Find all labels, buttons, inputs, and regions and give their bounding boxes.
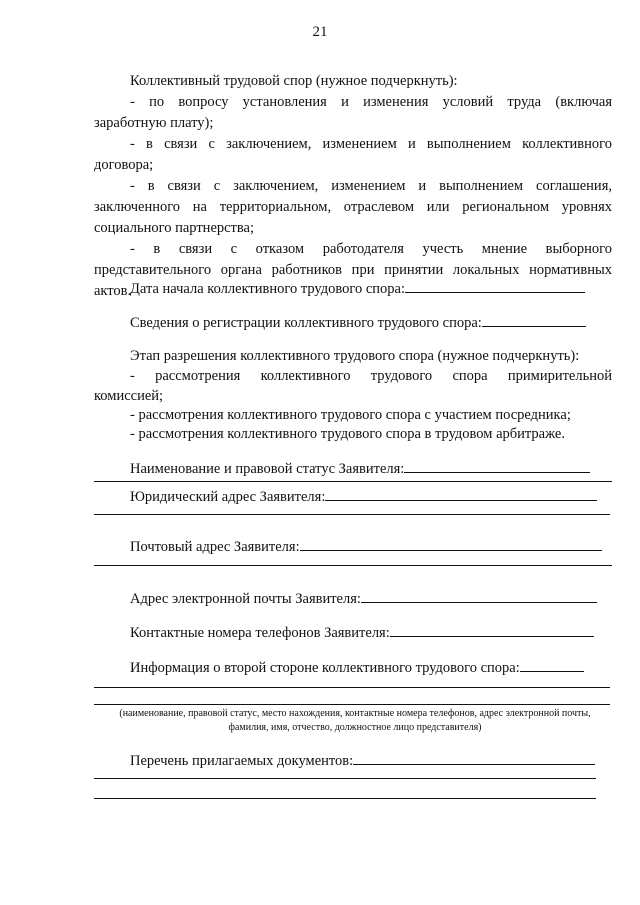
dispute-option-1: - по вопросу установления и изменения условий труда (включая	[130, 94, 612, 110]
email-field	[130, 588, 612, 610]
applicant-name-line-2[interactable]	[94, 481, 612, 482]
documents-label: Перечень прилагаемых документов:	[130, 753, 354, 769]
second-party-label: Информация о второй стороне коллективного трудового спора:	[130, 660, 520, 676]
page-number: 21	[312, 24, 328, 40]
documents-line-3[interactable]	[94, 798, 596, 799]
dispute-type-heading: Коллективный трудовой спор (нужное подчеркнуть):	[130, 73, 458, 89]
stage-option-1: - рассмотрения коллективного трудового спора примирительной	[130, 368, 612, 384]
applicant-name-label: Наименование и правовой статус Заявителя:	[130, 461, 405, 477]
phones-blank[interactable]	[390, 622, 594, 637]
postal-address-label: Почтовый адрес Заявителя:	[130, 539, 300, 555]
legal-address-label: Юридический адрес Заявителя:	[130, 489, 326, 505]
second-party-line-2[interactable]	[94, 687, 610, 688]
phones-field	[130, 622, 612, 644]
registration-blank[interactable]	[482, 312, 586, 327]
stage-option-2: - рассмотрения коллективного трудового спора с участием посредника;	[130, 407, 571, 423]
dispute-option-1-cont: заработную плату);	[94, 115, 214, 131]
documents-blank[interactable]	[353, 750, 595, 765]
registration-label: Сведения о регистрации коллективного трудового спора:	[130, 315, 482, 331]
second-party-line-3[interactable]	[94, 704, 610, 705]
registration-field	[130, 312, 612, 334]
dispute-option-4: - в связи с отказом работодателя учесть мнение выборного	[130, 241, 612, 257]
applicant-name-field	[130, 458, 612, 480]
dispute-option-4-cont2: актов.	[94, 283, 132, 299]
email-label: Адрес электронной почты Заявителя:	[130, 591, 361, 607]
dispute-option-3: - в связи с заключением, изменением и выполнением соглашения,	[130, 178, 612, 194]
second-party-field	[130, 657, 612, 679]
legal-address-blank[interactable]	[325, 486, 597, 501]
stage-heading: Этап разрешения коллективного трудового спора (нужное подчеркнуть):	[130, 348, 580, 364]
dispute-option-3-cont: заключенного на территориальном, отраслевом или региональном уровнях	[94, 199, 612, 215]
email-blank[interactable]	[361, 588, 597, 603]
start-date-blank[interactable]	[405, 278, 585, 293]
start-date-field	[130, 278, 612, 300]
second-party-note-1: (наименование, правовой статус, место нахождения, контактные номера телефонов, адрес электронной почты,	[119, 708, 591, 719]
stage-option-3: - рассмотрения коллективного трудового спора в трудовом арбитраже.	[130, 426, 565, 442]
dispute-option-2-cont: договора;	[94, 157, 154, 173]
applicant-name-blank[interactable]	[404, 458, 590, 473]
dispute-option-2: - в связи с заключением, изменением и выполнением коллективного	[130, 136, 612, 152]
dispute-option-3-cont2: социального партнерства;	[94, 220, 255, 236]
documents-line-2[interactable]	[94, 778, 596, 779]
legal-address-field	[130, 486, 612, 508]
second-party-note-2: фамилия, имя, отчество, должностное лицо представителя)	[228, 722, 482, 733]
documents-field	[130, 750, 612, 772]
dispute-option-4-cont: представительного органа работников при принятии локальных нормативных	[94, 262, 612, 278]
phones-label: Контактные номера телефонов Заявителя:	[130, 625, 390, 641]
start-date-label: Дата начала коллективного трудового спора:	[130, 281, 405, 297]
stage-option-1-cont: комиссией;	[94, 388, 164, 404]
postal-address-field	[130, 536, 612, 558]
second-party-blank[interactable]	[520, 657, 584, 672]
postal-address-line-2[interactable]	[94, 565, 612, 566]
postal-address-blank[interactable]	[300, 536, 602, 551]
legal-address-line-2[interactable]	[94, 514, 610, 515]
